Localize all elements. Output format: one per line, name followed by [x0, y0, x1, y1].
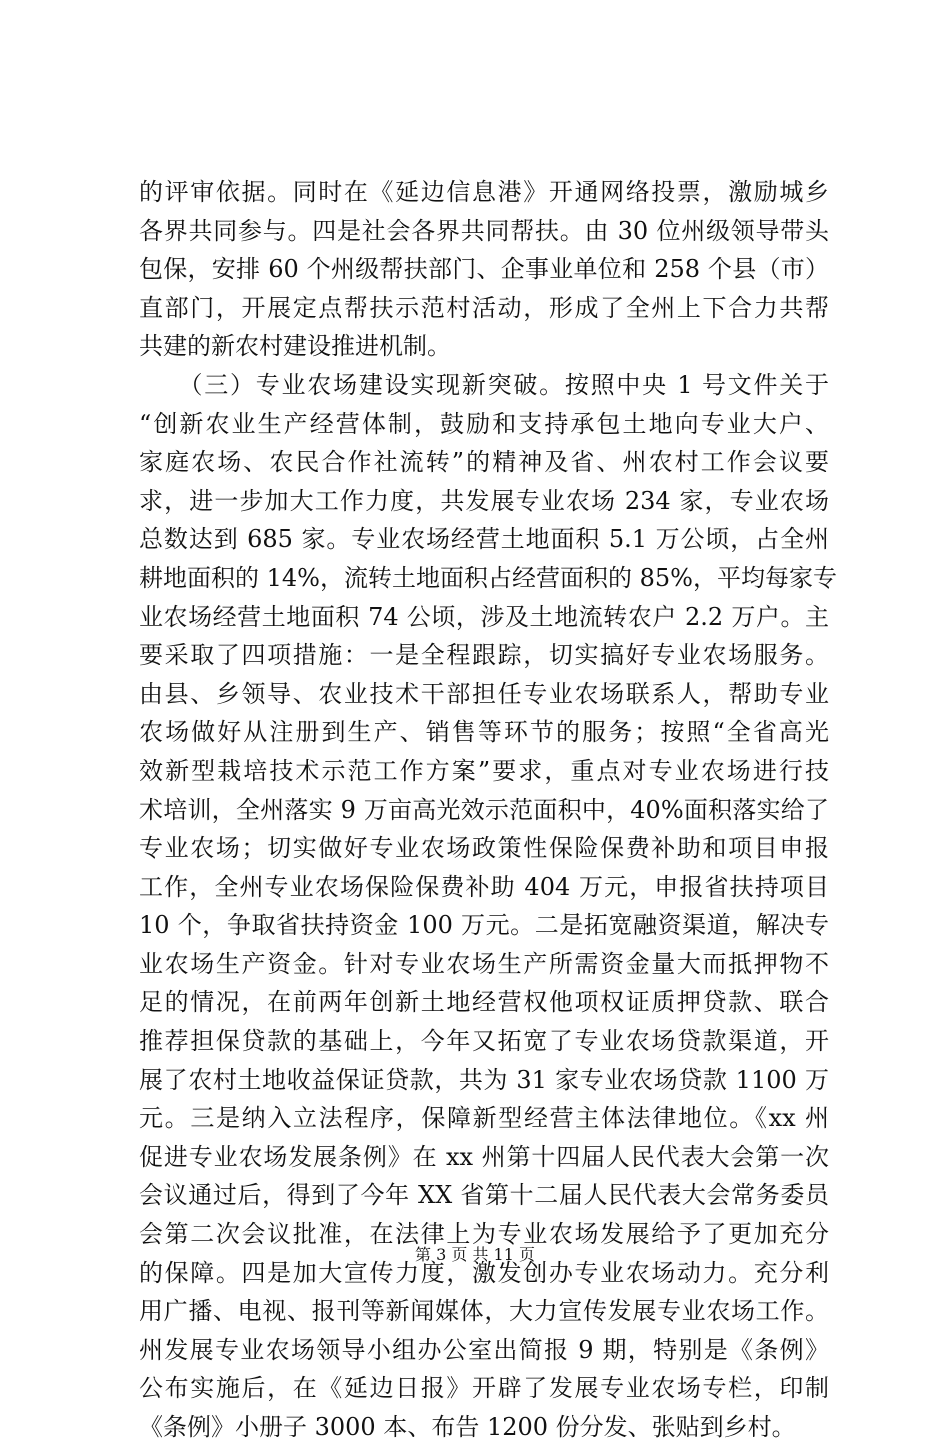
text-line: 直部门，开展定点帮扶示范村活动，形成了全州上下合力共帮 [139, 293, 829, 322]
text-line: 共建的新农村建设推进机制。 [139, 332, 451, 361]
text-line: 业农场经营土地面积 74 公顷，涉及土地流转农户 2.2 万户。主 [139, 602, 829, 631]
page-number-footer: 第 3 页 共 11 页 [415, 1245, 535, 1264]
text-line: （三）专业农场建设实现新突破。按照中央 1 号文件关于 [139, 370, 829, 399]
text-line: 会第二次会议批准，在法律上为专业农场发展给予了更加充分 [139, 1220, 829, 1249]
text-line: 公布实施后，在《延边日报》开辟了发展专业农场专栏，印制 [139, 1374, 829, 1403]
text-line: 的保障。四是加大宣传力度，激发创办专业农场动力。充分利 [139, 1258, 829, 1287]
text-line: 元。三是纳入立法程序，保障新型经营主体法律地位。《xx 州 [139, 1104, 829, 1133]
text-line: 专业农场；切实做好专业农场政策性保险保费补助和项目申报 [139, 834, 829, 863]
text-line: 由县、乡领导、农业技术干部担任专业农场联系人，帮助专业 [139, 679, 829, 708]
text-line: “创新农业生产经营体制，鼓励和支持承包土地向专业大户、 [139, 409, 829, 438]
text-line: 州发展专业农场领导小组办公室出简报 9 期，特别是《条例》 [139, 1335, 829, 1364]
text-line: 展了农村土地收益保证贷款，共为 31 家专业农场贷款 1100 万 [139, 1065, 829, 1094]
text-line: 总数达到 685 家。专业农场经营土地面积 5.1 万公顷，占全州 [139, 525, 829, 554]
text-line: 效新型栽培技术示范工作方案”要求，重点对专业农场进行技 [139, 756, 829, 785]
text-line: 业农场生产资金。针对专业农场生产所需资金量大而抵押物不 [139, 949, 829, 978]
text-line: 《条例》小册子 3000 本、布告 1200 份分发、张贴到乡村。 [139, 1413, 796, 1441]
text-line: 各界共同参与。四是社会各界共同帮扶。由 30 位州级领导带头 [139, 216, 829, 245]
text-line: 术培训，全州落实 9 万亩高光效示范面积中，40%面积落实给了 [139, 795, 829, 824]
text-line: 耕地面积的 14%，流转土地面积占经营面积的 85%，平均每家专 [139, 563, 837, 592]
text-line: 用广播、电视、报刊等新闻媒体，大力宣传发展专业农场工作。 [139, 1297, 829, 1326]
text-line: 促进专业农场发展条例》在 xx 州第十四届人民代表大会第一次 [139, 1142, 829, 1171]
text-line: 农场做好从注册到生产、销售等环节的服务；按照“全省高光 [139, 718, 829, 747]
text-line: 推荐担保贷款的基础上，今年又拓宽了专业农场贷款渠道，开 [139, 1027, 829, 1056]
text-line: 家庭农场、农民合作社流转”的精神及省、州农村工作会议要 [139, 448, 829, 477]
text-line: 包保，安排 60 个州级帮扶部门、企事业单位和 258 个县（市） [139, 255, 829, 284]
text-line: 会议通过后，得到了今年 XX 省第十二届人民代表大会常务委员 [139, 1181, 829, 1210]
text-line: 10 个，争取省扶持资金 100 万元。二是拓宽融资渠道，解决专 [139, 911, 829, 940]
text-line: 要采取了四项措施：一是全程跟踪，切实搞好专业农场服务。 [139, 641, 829, 670]
text-line: 工作，全州专业农场保险保费补助 404 万元，申报省扶持项目 [139, 872, 829, 901]
text-line: 求，进一步加大工作力度，共发展专业农场 234 家，专业农场 [139, 486, 829, 515]
text-line: 足的情况，在前两年创新土地经营权他项权证质押贷款、联合 [139, 988, 829, 1017]
text-line: 的评审依据。同时在《延边信息港》开通网络投票，激励城乡 [139, 178, 829, 206]
